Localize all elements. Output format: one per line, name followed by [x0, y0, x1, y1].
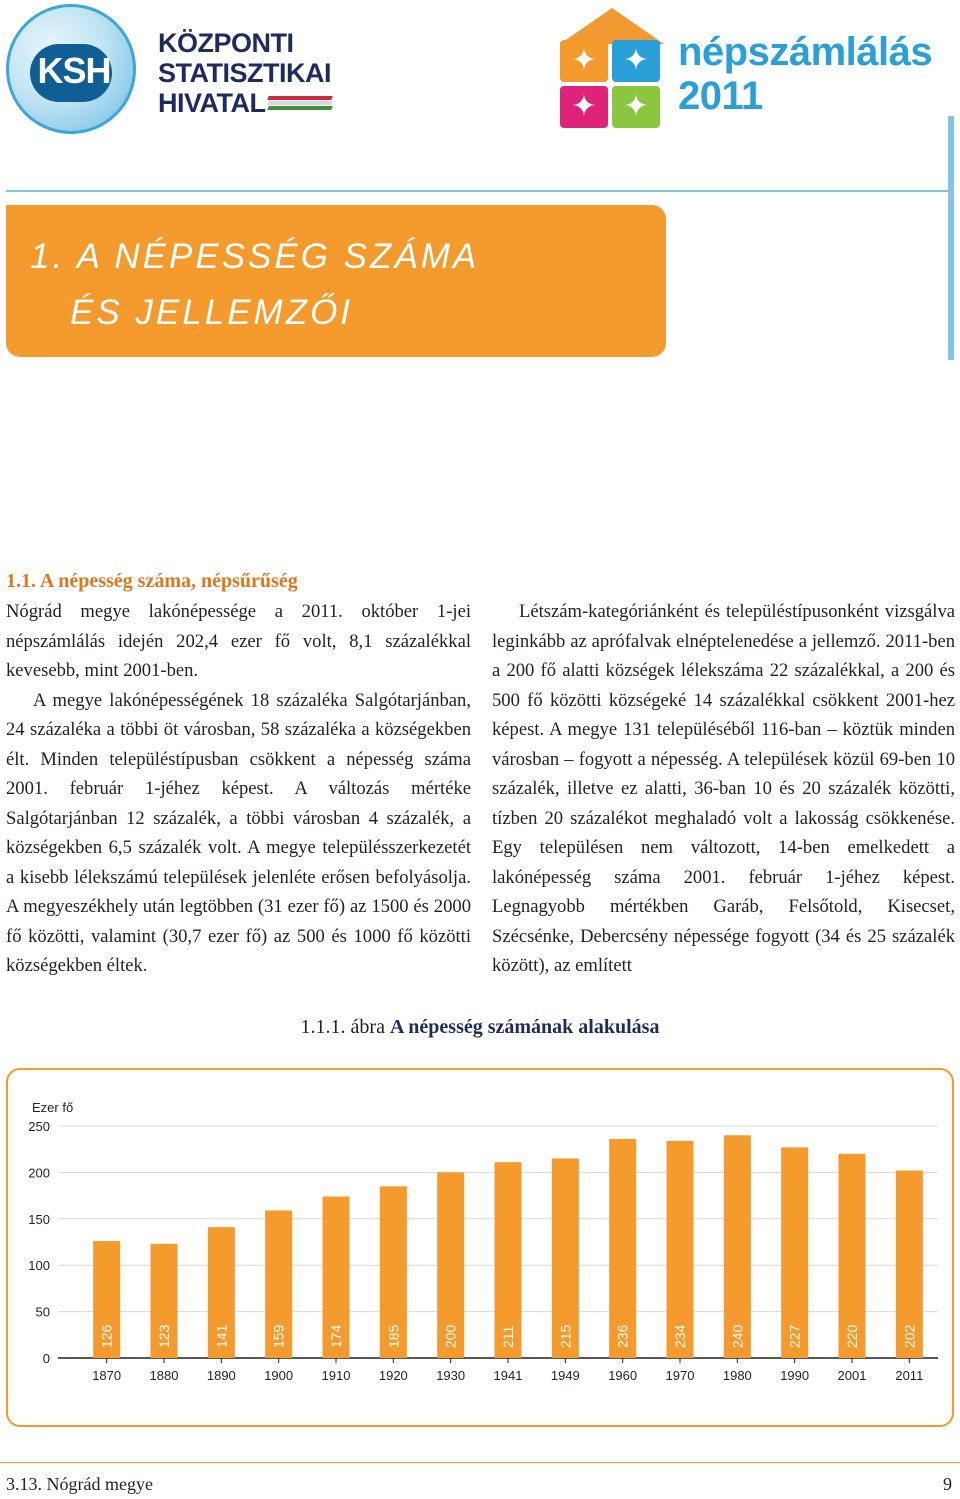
bar-value-label: 174: [328, 1324, 344, 1348]
x-tick-label: 1941: [493, 1368, 523, 1383]
section-heading: 1.1. A népesség száma, népsűrűség: [6, 570, 298, 592]
ksh-logo-abbr: KSH: [37, 50, 111, 91]
bar-value-label: 159: [270, 1324, 287, 1348]
x-tick-label: 2001: [837, 1368, 867, 1383]
x-tick-label: 1960: [608, 1368, 638, 1383]
paragraph: Létszám-kategóriánként és településtípusonként vizsgálva leginkább az aprófalvak elnéptelenedése a jellemző. 2011-ben a 200 fő alatti községek lélekszáma 22 százalékkal, a 200 és 500 fő közötti községeké 14 százalékkal csökkent 2001-hez képest. A megye 131 településéből 116-ban – köztük minden városban – fogyott a népesség. A települések közül 69-ben 10 százalék, illetve ez alatti, 36-ban 10 és 20 százalék közötti, tízben 20 százalékot meghaladó volt a lakosság csökkenése. Egy településen nem változott, 14-ben emelkedett a lakónépesség száma 2001. február 1-jéhez képest. Legnagyobb mértékben Garáb, Felsőtold, Kisecset, Szécsénke, Debercsény népessége fogyott (34 és 25 százalék között), az említett: [492, 601, 955, 976]
bar-value-label: 211: [500, 1325, 516, 1348]
y-tick-label: 0: [42, 1351, 50, 1366]
x-tick-label: 1970: [665, 1368, 695, 1383]
bar-value-label: 141: [213, 1324, 230, 1348]
census-title-line-1: népszámlálás: [678, 30, 933, 74]
paragraph: Nógrád megye lakónépessége a 2011. október 1-jei népszámlálás idején 202,4 ezer fő volt, 8,1 százalékkal kevesebb, mint 2001-ben.: [6, 601, 471, 681]
y-tick-label: 150: [28, 1211, 50, 1227]
ksh-name-line-1: KÖZPONTI: [158, 28, 294, 58]
x-tick-label: 1980: [722, 1368, 752, 1383]
bar-value-label: 234: [672, 1324, 688, 1348]
bar-value-label: 220: [844, 1324, 860, 1348]
ksh-logo: [6, 4, 336, 134]
page-number: 9: [943, 1474, 952, 1494]
text-column-right: [492, 597, 955, 981]
bar-value-label: 123: [156, 1324, 172, 1348]
bar-value-label: 215: [557, 1324, 574, 1348]
x-tick-label: 1930: [436, 1368, 466, 1383]
chapter-title-box: [6, 205, 666, 357]
chapter-title: [30, 229, 630, 341]
bar-value-label: 185: [385, 1324, 402, 1348]
x-tick-label: 1949: [550, 1368, 580, 1383]
header-side-bar: [948, 116, 954, 360]
ksh-logo-emblem: [6, 4, 136, 134]
bar: [724, 1135, 751, 1358]
x-tick-label: 1990: [780, 1368, 810, 1383]
figure-caption: [0, 1016, 960, 1039]
census-2011-logo: [550, 8, 960, 138]
bar-value-label: 236: [614, 1324, 631, 1348]
x-tick-label: 1890: [206, 1368, 236, 1383]
x-tick-label: 1880: [149, 1368, 179, 1383]
header-divider: [6, 190, 948, 192]
y-axis-label: Ezer fő: [32, 1100, 74, 1115]
ksh-name-line-2: STATISZTIKAI: [158, 58, 331, 88]
chapter-title-line-1: 1. A NÉPESSÉG SZÁMA: [30, 237, 480, 276]
text-column-left: [6, 597, 471, 981]
x-tick-label: 1910: [321, 1368, 351, 1383]
footer-county: 3.13. Nógrád megye: [6, 1474, 153, 1494]
house-people-icon: ✦ ✦ ✦ ✦: [556, 8, 668, 132]
y-tick-label: 50: [35, 1304, 50, 1320]
footer-divider: [0, 1462, 960, 1463]
bar-value-label: 126: [98, 1324, 115, 1348]
y-tick-label: 200: [28, 1165, 50, 1181]
bar-value-label: 200: [442, 1324, 459, 1348]
census-logo-title: [678, 30, 960, 118]
population-chart: [6, 1068, 954, 1427]
bar-value-label: 227: [786, 1324, 803, 1348]
chapter-title-line-2: ÉS JELLEMZŐI: [70, 293, 354, 332]
population-bar-chart: [8, 1070, 952, 1425]
x-tick-label: 2011: [895, 1368, 924, 1383]
census-title-line-2: 2011: [678, 74, 763, 118]
y-tick-label: 250: [28, 1119, 50, 1134]
bar-value-label: 202: [901, 1324, 918, 1348]
x-tick-label: 1900: [264, 1368, 294, 1383]
y-tick-label: 100: [28, 1258, 50, 1274]
x-tick-label: 1870: [92, 1368, 122, 1383]
ksh-name-line-3: HIVATAL: [158, 88, 266, 118]
x-tick-label: 1920: [378, 1368, 408, 1383]
figure-title: A népesség számának alakulása: [389, 1016, 660, 1038]
figure-number: 1.1.1. ábra: [300, 1016, 385, 1038]
hungarian-flag-icon: [268, 96, 332, 110]
bar-value-label: 240: [729, 1324, 746, 1348]
paragraph: A megye lakónépességének 18 százaléka Salgótarjánban, 24 százaléka a többi öt városban, 58 százaléka a községekben élt. Minden településtípusban csökkent a népesség száma 2001. február 1-jéhez képest. A változás mértéke Salgótarjánban 12 százalék, a többi városban 4 százalék, a községekben 6,5 százalék volt. A megye településszerkezetét a kisebb lélekszámú települések jelenléte erősen befolyásolja. A megyeszékhely után legtöbben (31 ezer fő) az 1500 és 2000 fő közötti, valamint (30,7 ezer fő) az 500 és 1000 fő közötti községekben éltek.: [6, 689, 471, 976]
